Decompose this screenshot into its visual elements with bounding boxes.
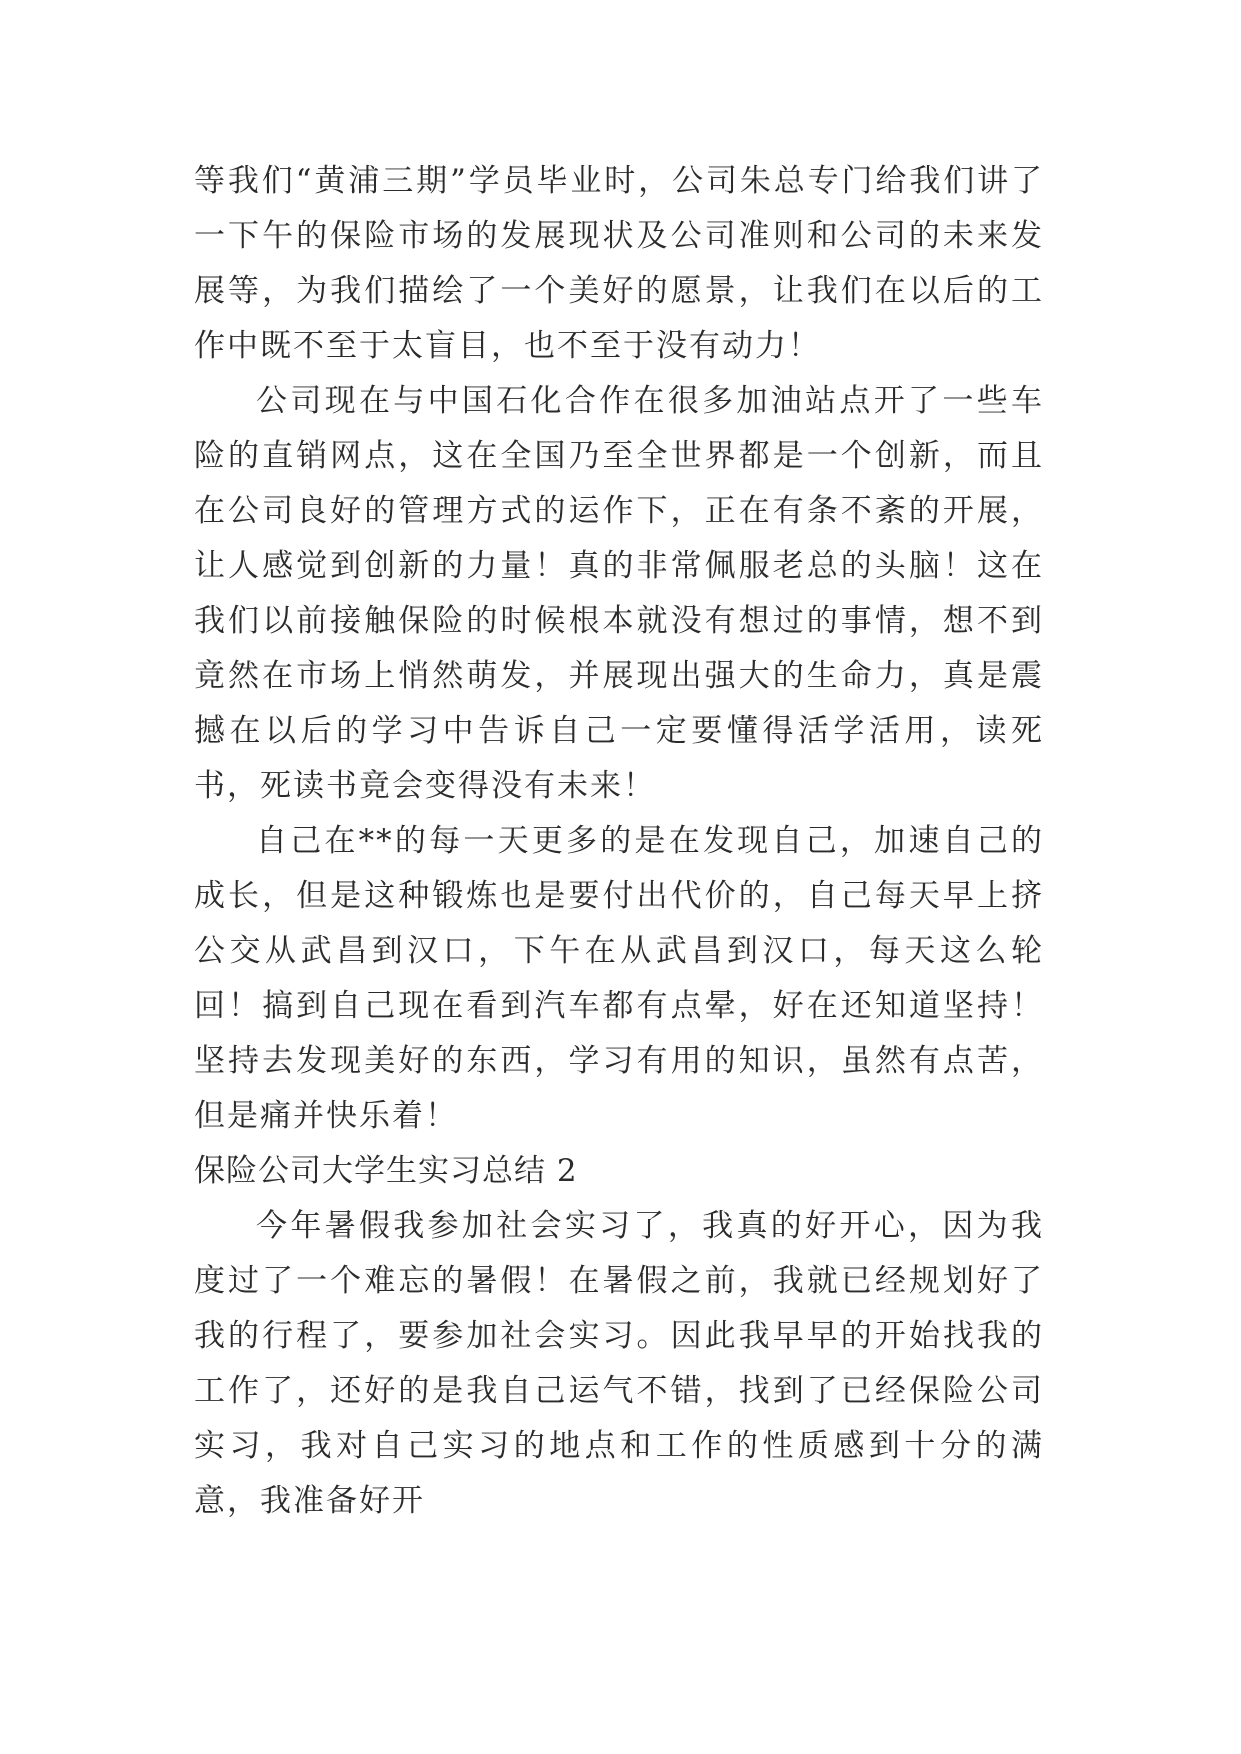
section-title: 保险公司大学生实习总结 2 (194, 1153, 578, 1189)
document-body (194, 154, 1044, 1529)
section-paragraph: 今年暑假我参加社会实习了，我真的好开心，因为我度过了一个难忘的暑假！在暑假之前，我就已经规划好了我的行程了，要参加社会实习。因此我早早的开始找我的工作了，还好的是我自己运气不错，找到了已经保险公司实习，我对自己实习的地点和工作的性质感到十分的满意，我准备好开 (194, 1208, 1044, 1519)
paragraph-1: 等我们“黄浦三期”学员毕业时，公司朱总专门给我们讲了一下午的保险市场的发展现状及公司准则和公司的未来发展等，为我们描绘了一个美好的愿景，让我们在以后的工作中既不至于太盲目，也不至于没有动力！ (194, 163, 1044, 364)
paragraph-3: 自己在**的每一天更多的是在发现自己，加速自己的成长，但是这种锻炼也是要付出代价的，自己每天早上挤公交从武昌到汉口，下午在从武昌到汉口，每天这么轮回！搞到自己现在看到汽车都有点晕，好在还知道坚持！坚持去发现美好的东西，学习有用的知识，虽然有点苦，但是痛并快乐着！ (194, 823, 1044, 1134)
paragraph-2: 公司现在与中国石化合作在很多加油站点开了一些车险的直销网点，这在全国乃至全世界都是一个创新，而且在公司良好的管理方式的运作下，正在有条不紊的开展，让人感觉到创新的力量！真的非常佩服老总的头脑！这在我们以前接触保险的时候根本就没有想过的事情，想不到竟然在市场上悄然萌发，并展现出强大的生命力，真是震撼在以后的学习中告诉自己一定要懂得活学活用，读死书，死读书竟会变得没有未来！ (194, 383, 1044, 804)
